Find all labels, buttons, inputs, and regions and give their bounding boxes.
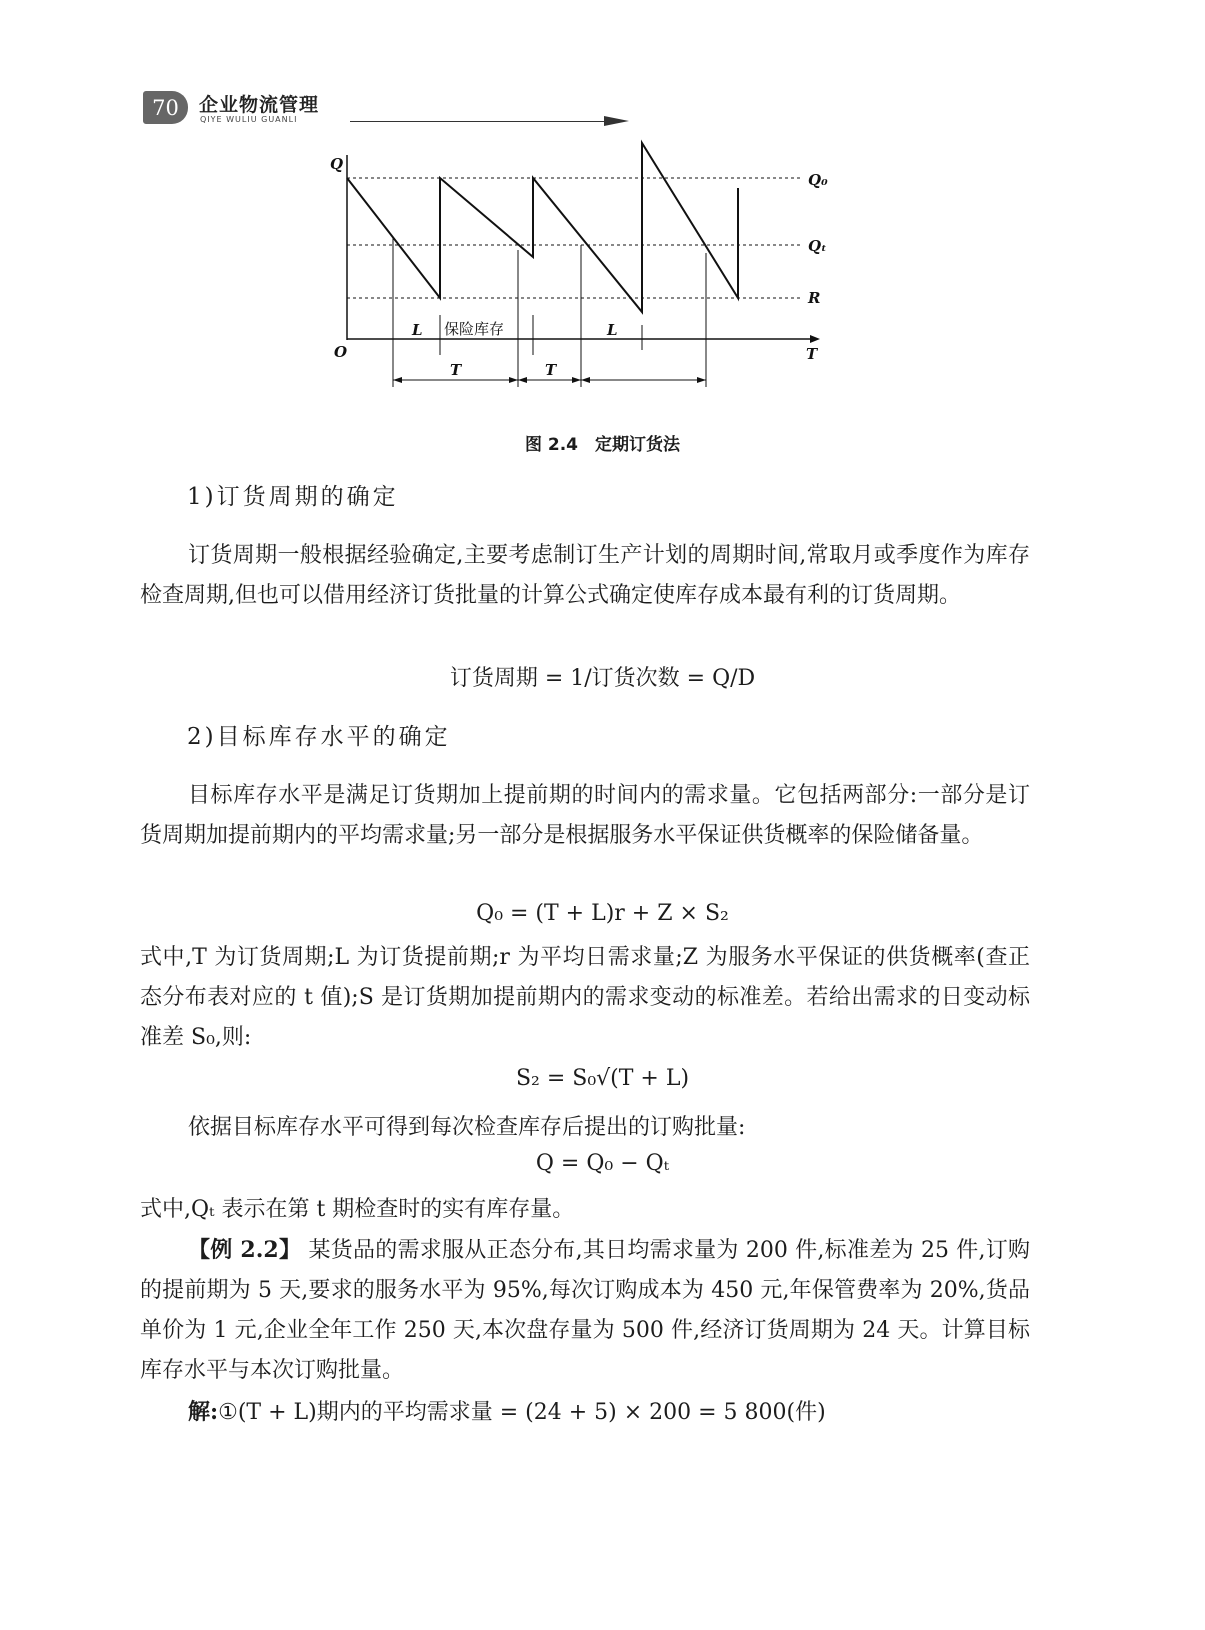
target-level-formula: Q₀ = (T + L)r + Z × S₂ <box>476 901 729 926</box>
formula-explanation-2: 式中,Qₜ 表示在第 t 期检查时的实有库存量。 <box>140 1197 575 1222</box>
book-title: 企业物流管理 <box>199 94 320 116</box>
inventory-curve <box>347 143 738 312</box>
header-rule <box>350 121 612 122</box>
y-axis-label: Q <box>330 155 344 173</box>
example-text: 某货品的需求服从正态分布,其日均需求量为 200 件,标准差为 25 件,订购的提前期为 5 天,要求的服务水平为 95%,每次订购成本为 450 元,年保管费率为 20%,货品单价为 1 元,企业全年工作 250 天,本次盘存量为 500 件,经济订货周期为 24 天。计算目标库存水平与本次订购批量。 <box>140 1238 1030 1383</box>
safety-stock-label: 保险库存 <box>444 320 505 338</box>
lead-time-label-1: L <box>412 321 423 339</box>
std-dev-formula: S₂ = S₀√(T + L) <box>515 1066 690 1091</box>
figure-caption: 图 2.4 定期订货法 <box>524 435 681 455</box>
order-quantity-formula: Q = Q₀ − Qₜ <box>535 1151 670 1176</box>
example-label: 【例 2.2】 <box>188 1237 302 1263</box>
periodic-order-diagram <box>320 135 840 395</box>
x-axis-label: T <box>806 345 818 363</box>
header-arrow-icon <box>604 116 629 126</box>
solution-line <box>140 1392 1030 1433</box>
period-label-2: T <box>545 361 557 379</box>
section1-paragraph: 订货周期一般根据经验确定,主要考虑制订生产计划的周期时间,常取月或季度作为库存检查周期,但也可以借用经济订货批量的计算公式确定使库存成本最有利的订货周期。 <box>140 543 1030 608</box>
lead-time-label-2: L <box>607 321 618 339</box>
qt-label: Qₜ <box>808 237 827 255</box>
section1-heading: 1)订货周期的确定 <box>187 484 399 510</box>
solution-text: ①(T + L)期内的平均需求量 = (24 + 5) × 200 = 5 800(件) <box>218 1400 826 1425</box>
page-number: 70 <box>152 96 179 120</box>
page-number-badge <box>143 91 188 124</box>
order-quantity-intro: 依据目标库存水平可得到每次检查库存后提出的订购批量: <box>188 1115 746 1140</box>
book-pinyin: QIYE WULIU GUANLI <box>200 115 298 124</box>
r-label: R <box>808 289 821 307</box>
x-axis-arrow-icon <box>810 335 820 343</box>
order-cycle-formula: 订货周期 = 1/订货次数 = Q/D <box>449 666 756 691</box>
origin-label: O <box>334 343 348 361</box>
formula-explanation-1: 式中,T 为订货周期;L 为订货提前期;r 为平均日需求量;Z 为服务水平保证的供货概率(查正态分布表对应的 t 值);S 是订货期加提前期内的需求变动的标准差。若给出需求的日变动标准差 S₀,则: <box>140 945 1030 1050</box>
section2-paragraph: 目标库存水平是满足订货期加上提前期的时间内的需求量。它包括两部分:一部分是订货周期加提前期内的平均需求量;另一部分是根据服务水平保证供货概率的保险储备量。 <box>140 783 1030 848</box>
solution-label: 解: <box>188 1399 219 1425</box>
q0-label: Q₀ <box>808 171 828 189</box>
section2-heading: 2)目标库存水平的确定 <box>187 724 451 750</box>
example-paragraph <box>140 1230 1030 1391</box>
period-label-1: T <box>450 361 462 379</box>
